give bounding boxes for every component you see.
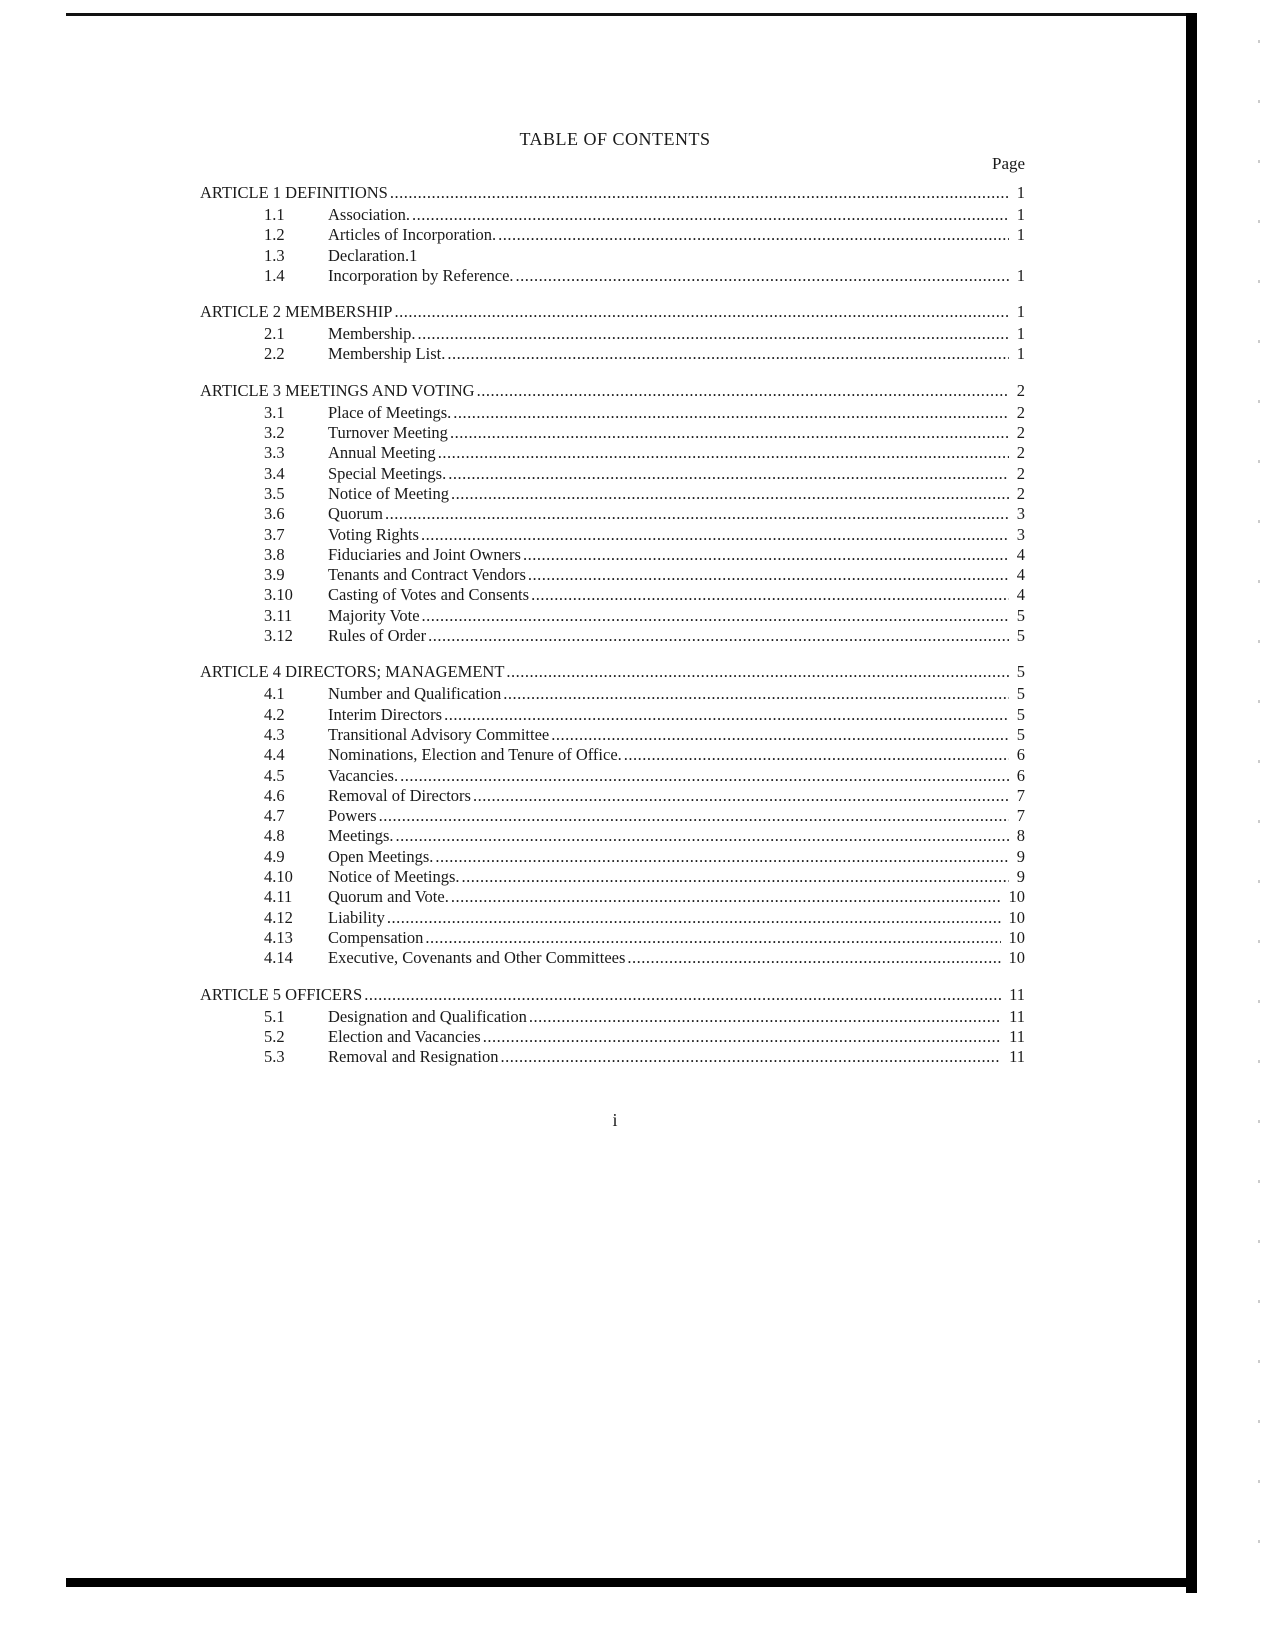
section-number: 4.9 — [264, 846, 285, 866]
toc-section-row[interactable] — [200, 565, 1025, 585]
section-label: Meetings. — [328, 826, 394, 846]
page-number: 5 — [1016, 724, 1025, 744]
page-column-label: Page — [992, 154, 1026, 173]
page-number: 10 — [1008, 907, 1025, 927]
dot-leader — [551, 725, 1009, 745]
section-number: 5.2 — [264, 1026, 285, 1046]
dot-leader — [428, 626, 1009, 646]
section-label: Place of Meetings. — [328, 402, 452, 422]
page-number: 2 — [1016, 402, 1025, 422]
section-label: Turnover Meeting — [328, 423, 448, 443]
section-number: 1.4 — [264, 265, 285, 285]
section-number: 1.1 — [264, 205, 285, 224]
toc-section-row[interactable] — [200, 484, 1025, 504]
section-number: 4.12 — [264, 907, 293, 927]
toc-article-heading-row[interactable] — [200, 662, 1025, 684]
dot-leader — [387, 908, 1001, 928]
section-label: Membership List. — [328, 344, 446, 364]
section-number: 3.3 — [264, 443, 285, 463]
section-label: Executive, Covenants and Other Committees — [328, 948, 626, 968]
section-label: Tenants and Contract Vendors — [328, 565, 526, 585]
section-label: Compensation — [328, 927, 424, 947]
dot-leader — [400, 766, 1009, 786]
dot-leader — [523, 545, 1009, 565]
section-label: Vacancies. — [328, 765, 399, 785]
dot-leader — [531, 585, 1009, 605]
section-number: 5.1 — [264, 1006, 285, 1026]
toc-section-row[interactable] — [200, 1007, 1025, 1027]
page-number: 4 — [1016, 544, 1025, 564]
toc-section-row[interactable] — [200, 606, 1025, 626]
section-number: 4.13 — [264, 927, 293, 947]
page-number: 7 — [1016, 806, 1025, 826]
section-label: Removal of Directors — [328, 785, 471, 805]
section-number: 2.2 — [264, 344, 285, 364]
page-number: 10 — [1008, 927, 1025, 947]
section-number: 3.7 — [264, 524, 285, 544]
section-label: Nominations, Election and Tenure of Office. — [328, 745, 622, 765]
scan-margin-marks — [1258, 40, 1260, 1600]
section-label: Designation and Qualification — [328, 1006, 527, 1026]
section-number: 4.8 — [264, 826, 285, 846]
toc-section-row[interactable] — [200, 266, 1025, 286]
page-number: 6 — [1016, 765, 1025, 785]
section-label: Removal and Resignation — [328, 1047, 499, 1067]
dot-leader — [447, 344, 1009, 364]
section-label: Special Meetings. — [328, 463, 447, 483]
table-of-contents — [200, 183, 1025, 1083]
toc-section-row[interactable] — [200, 826, 1025, 846]
page-number: 11 — [1009, 1006, 1025, 1026]
toc-section-row[interactable] — [200, 745, 1025, 765]
section-number: 4.14 — [264, 948, 293, 968]
section-label: Association. — [328, 205, 411, 224]
toc-section-row[interactable] — [200, 443, 1025, 463]
toc-article-heading-row[interactable] — [200, 302, 1025, 324]
page-number: 9 — [1016, 846, 1025, 866]
section-label: Election and Vacancies — [328, 1026, 481, 1046]
page-bottom-edge — [66, 1578, 1196, 1587]
dot-leader — [483, 1027, 1001, 1047]
page-number: 1 — [1016, 265, 1025, 285]
section-label: Notice of Meeting — [328, 483, 449, 503]
page-number: 10 — [1008, 887, 1025, 907]
section-label: Incorporation by Reference. — [328, 265, 514, 285]
toc-section-row[interactable] — [200, 725, 1025, 745]
section-number: 4.11 — [264, 887, 293, 907]
dot-leader — [394, 302, 1009, 322]
section-label: Powers — [328, 806, 377, 826]
dot-leader — [422, 606, 1009, 626]
page-number: 5 — [1016, 662, 1025, 682]
dot-leader — [627, 948, 1001, 968]
article-heading: ARTICLE 1 DEFINITIONS — [200, 183, 388, 202]
section-label: Fiduciaries and Joint Owners — [328, 544, 521, 564]
page-number: 1 — [1016, 225, 1025, 245]
section-label: Open Meetings. — [328, 846, 434, 866]
page-number: 2 — [1016, 463, 1025, 483]
dot-leader — [451, 484, 1009, 504]
dot-leader — [444, 705, 1009, 725]
dot-leader — [624, 745, 1009, 765]
dot-leader — [385, 504, 1009, 524]
section-number: 3.2 — [264, 423, 285, 443]
toc-section-row[interactable] — [200, 464, 1025, 484]
section-label: Rules of Order — [328, 626, 427, 646]
dot-leader — [500, 1047, 1001, 1067]
page-number: 2 — [1016, 443, 1025, 463]
section-number: 1.3 — [264, 245, 285, 265]
dot-leader — [503, 684, 1009, 704]
section-label: Declaration.1 — [328, 245, 418, 265]
section-label: Articles of Incorporation. — [328, 225, 497, 245]
page-number: 6 — [1016, 745, 1025, 765]
toc-article-5 — [200, 985, 1025, 1068]
dot-leader — [418, 324, 1009, 344]
toc-section-row[interactable] — [200, 806, 1025, 826]
dot-leader — [438, 443, 1009, 463]
dot-leader — [435, 847, 1009, 867]
page-right-edge — [1186, 13, 1197, 1593]
toc-section-row[interactable] — [200, 1027, 1025, 1047]
section-number: 4.5 — [264, 765, 285, 785]
toc-section-row[interactable] — [200, 626, 1025, 646]
toc-section-row[interactable] — [200, 423, 1025, 443]
section-number: 3.10 — [264, 585, 293, 605]
toc-section-row[interactable] — [200, 705, 1025, 725]
page-number: 2 — [1016, 483, 1025, 503]
section-number: 4.4 — [264, 745, 285, 765]
section-number: 4.1 — [264, 684, 285, 704]
section-number: 4.10 — [264, 867, 293, 887]
section-number: 1.2 — [264, 225, 285, 245]
dot-leader — [473, 786, 1009, 806]
toc-article-heading-row[interactable] — [200, 381, 1025, 403]
toc-section-row[interactable] — [200, 205, 1025, 225]
toc-section-row[interactable] — [200, 585, 1025, 605]
page-top-edge — [66, 13, 1194, 16]
page-number: 1 — [1016, 344, 1025, 364]
section-number: 3.4 — [264, 463, 285, 483]
section-number: 4.6 — [264, 785, 285, 805]
section-number: 3.1 — [264, 402, 285, 422]
page-number: 1 — [1016, 205, 1025, 224]
page-number: 4 — [1016, 565, 1025, 585]
toc-section-row[interactable] — [200, 786, 1025, 806]
toc-article-heading-row[interactable] — [200, 985, 1025, 1007]
dot-leader — [448, 464, 1009, 484]
toc-section-row[interactable] — [200, 344, 1025, 364]
article-heading: ARTICLE 2 MEMBERSHIP — [200, 302, 393, 322]
page-number: 4 — [1016, 585, 1025, 605]
section-number: 3.11 — [264, 605, 293, 625]
section-number: 2.1 — [264, 324, 285, 344]
page-number: 11 — [1009, 984, 1025, 1004]
toc-section-row[interactable] — [200, 545, 1025, 565]
page-number: 9 — [1016, 867, 1025, 887]
dot-leader — [462, 867, 1009, 887]
page-number: 5 — [1016, 684, 1025, 704]
section-label: Quorum — [328, 504, 383, 524]
page-number: 8 — [1016, 826, 1025, 846]
page-number: 3 — [1016, 504, 1025, 524]
dot-leader — [498, 225, 1009, 245]
toc-section-row[interactable] — [200, 928, 1025, 948]
toc-section-row[interactable] — [200, 225, 1025, 245]
dot-leader — [412, 205, 1009, 225]
section-label: Voting Rights — [328, 524, 419, 544]
section-number: 4.2 — [264, 704, 285, 724]
section-label: Majority Vote — [328, 605, 420, 625]
toc-section-row[interactable] — [200, 1047, 1025, 1067]
section-label: Membership. — [328, 324, 416, 344]
dot-leader — [379, 806, 1009, 826]
dot-leader — [425, 928, 1001, 948]
dot-leader — [516, 266, 1009, 286]
dot-leader — [390, 183, 1009, 203]
page-number: 1 — [1016, 324, 1025, 344]
dot-leader — [364, 985, 1001, 1005]
section-label: Liability — [328, 907, 385, 927]
section-label: Annual Meeting — [328, 443, 436, 463]
page-number: 11 — [1009, 1026, 1025, 1046]
toc-article-1 — [200, 183, 1025, 286]
section-number: 3.12 — [264, 626, 293, 646]
dot-leader — [453, 403, 1009, 423]
page-number: 1 — [1016, 302, 1025, 322]
dot-leader — [528, 565, 1009, 585]
dot-leader — [451, 887, 1001, 907]
section-number: 4.3 — [264, 724, 285, 744]
page-number: 3 — [1016, 524, 1025, 544]
section-label: Notice of Meetings. — [328, 867, 460, 887]
article-heading: ARTICLE 3 MEETINGS AND VOTING — [200, 380, 475, 400]
page-number: 5 — [1016, 704, 1025, 724]
toc-section-row[interactable] — [200, 403, 1025, 423]
toc-section-row[interactable] — [200, 867, 1025, 887]
toc-article-2 — [200, 302, 1025, 365]
toc-article-heading-row[interactable] — [200, 183, 1025, 205]
toc-section-row[interactable] — [200, 948, 1025, 968]
dot-leader — [529, 1007, 1001, 1027]
section-number: 3.9 — [264, 565, 285, 585]
toc-article-4 — [200, 662, 1025, 968]
page-number: 5 — [1016, 626, 1025, 646]
toc-section-row[interactable] — [200, 887, 1025, 907]
section-label: Quorum and Vote. — [328, 887, 449, 907]
dot-leader — [421, 525, 1009, 545]
article-heading: ARTICLE 4 DIRECTORS; MANAGEMENT — [200, 662, 505, 682]
toc-section-row[interactable] — [200, 766, 1025, 786]
section-label: Number and Qualification — [328, 684, 502, 704]
page-number: 10 — [1008, 948, 1025, 968]
dot-leader — [477, 381, 1009, 401]
section-number: 3.8 — [264, 544, 285, 564]
toc-section-row[interactable] — [200, 525, 1025, 545]
page-number: 2 — [1016, 380, 1025, 400]
section-label: Casting of Votes and Consents — [328, 585, 530, 605]
section-label: Transitional Advisory Committee — [328, 724, 550, 744]
article-heading: ARTICLE 5 OFFICERS — [200, 984, 363, 1004]
section-number: 3.6 — [264, 504, 285, 524]
toc-section-row[interactable] — [200, 684, 1025, 704]
dot-leader — [506, 662, 1009, 682]
page-number: 1 — [1016, 183, 1025, 202]
page-number: 5 — [1016, 605, 1025, 625]
section-number: 3.5 — [264, 483, 285, 503]
dot-leader — [450, 423, 1009, 443]
toc-section-row[interactable] — [200, 908, 1025, 928]
page-title: TABLE OF CONTENTS — [519, 129, 711, 149]
footer-page-number: i — [612, 1110, 618, 1130]
section-number: 4.7 — [264, 806, 285, 826]
section-number: 5.3 — [264, 1047, 285, 1067]
section-label: Interim Directors — [328, 704, 443, 724]
page-number: 2 — [1016, 423, 1025, 443]
toc-section-row[interactable] — [200, 246, 1025, 266]
page-number: 11 — [1009, 1047, 1025, 1067]
dot-leader — [396, 826, 1009, 846]
toc-section-row[interactable] — [200, 504, 1025, 524]
toc-article-3 — [200, 381, 1025, 647]
page-number: 7 — [1016, 785, 1025, 805]
toc-section-row[interactable] — [200, 847, 1025, 867]
toc-section-row[interactable] — [200, 324, 1025, 344]
